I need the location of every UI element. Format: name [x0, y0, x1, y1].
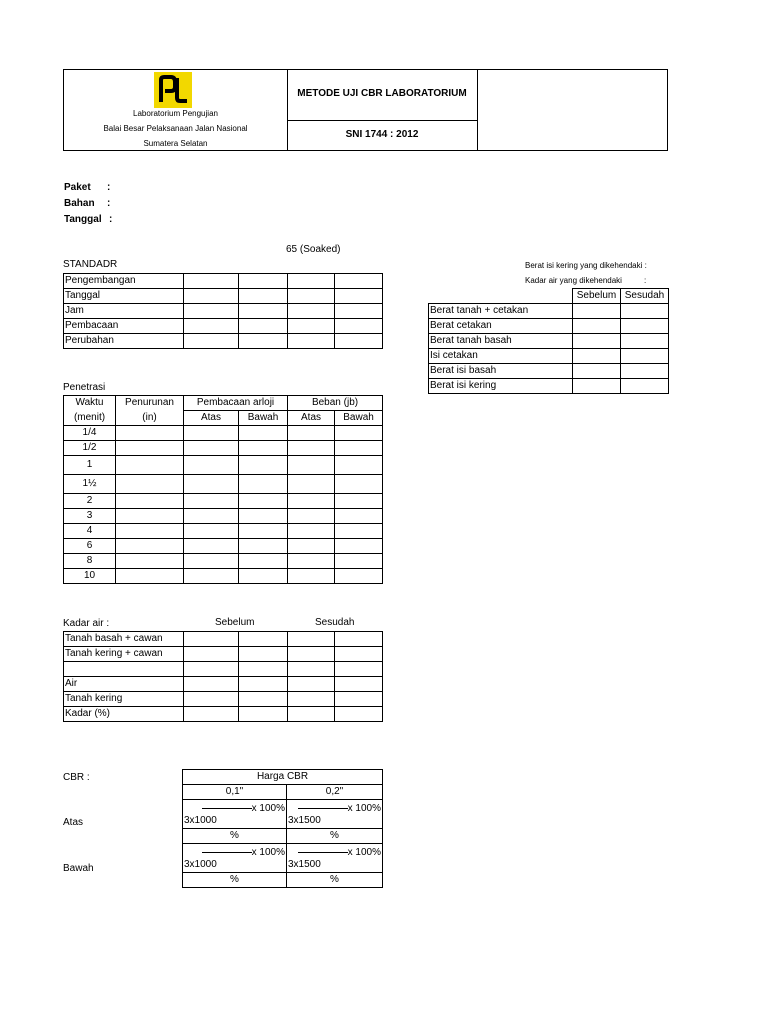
- row-label: [64, 662, 184, 677]
- standard-code: SNI 1744 : 2012: [345, 129, 419, 140]
- formula-denominator: 3x1000: [184, 859, 217, 870]
- paket-label: Paket: [64, 182, 91, 193]
- formula-multiplier: x 100%: [347, 803, 382, 814]
- col-header-time-unit: (menit): [64, 411, 116, 426]
- table-row: [64, 569, 383, 584]
- table-row: [429, 319, 669, 334]
- col-header-settlement: Penurunan: [116, 396, 184, 411]
- pupr-logo-icon: [154, 72, 192, 108]
- row-label: Tanah kering: [64, 692, 184, 707]
- colon: :: [107, 182, 111, 193]
- table-row: [183, 873, 383, 888]
- dry-density-required-label: Berat isi kering yang dikehendaki :: [525, 261, 647, 270]
- col-header-01: 0,1": [183, 785, 287, 800]
- time-cell: 1/2: [64, 441, 116, 456]
- table-row: [64, 509, 383, 524]
- time-cell: 1: [64, 456, 116, 475]
- col-header-top: Atas: [288, 411, 335, 426]
- table-row: [64, 319, 383, 334]
- formula-denominator: 3x1000: [184, 815, 217, 826]
- col-header-top: Atas: [184, 411, 239, 426]
- org-line-1: Laboratorium Pengujian: [133, 109, 218, 118]
- table-row: [64, 475, 383, 494]
- colon: :: [107, 198, 111, 209]
- table-row: [64, 632, 383, 647]
- table-row: [429, 379, 669, 394]
- table-row: [64, 289, 383, 304]
- row-label: Air: [64, 677, 184, 692]
- formula-denominator: 3x1500: [288, 859, 321, 870]
- formula-cell: [183, 800, 287, 829]
- percent-cell: %: [183, 829, 287, 844]
- standard-section-label: STANDADR: [63, 259, 118, 270]
- table-row: [64, 456, 383, 475]
- row-label: Kadar (%): [64, 707, 184, 722]
- org-line-3: Sumatera Selatan: [143, 139, 208, 148]
- density-table: [428, 288, 669, 394]
- moisture-required-label: Kadar air yang dikehendaki: [525, 276, 622, 285]
- method-title: METODE UJI CBR LABORATORIUM: [297, 88, 467, 99]
- table-row: [64, 662, 383, 677]
- formula-cell: [287, 844, 383, 873]
- table-row: [64, 494, 383, 509]
- col-header-load: Beban (jb): [288, 396, 383, 411]
- standard-table: [63, 273, 383, 349]
- row-label: Berat tanah + cetakan: [429, 304, 573, 319]
- row-label: Perubahan: [64, 334, 184, 349]
- time-cell: 1½: [64, 475, 116, 494]
- formula-multiplier: x 100%: [347, 847, 382, 858]
- document-header: [63, 69, 668, 151]
- harga-cbr-header: Harga CBR: [183, 770, 383, 785]
- time-cell: 4: [64, 524, 116, 539]
- row-label: Berat tanah basah: [429, 334, 573, 349]
- table-row: [183, 844, 383, 873]
- row-label: Berat isi kering: [429, 379, 573, 394]
- col-header-bottom: Bawah: [335, 411, 383, 426]
- penetration-section-label: Penetrasi: [63, 382, 106, 393]
- table-row: [64, 554, 383, 569]
- table-row: [429, 349, 669, 364]
- table-row: [64, 441, 383, 456]
- table-row: [64, 539, 383, 554]
- time-cell: 1/4: [64, 426, 116, 441]
- moisture-col-after: Sesudah: [315, 617, 355, 628]
- table-row: [429, 364, 669, 379]
- row-label: Jam: [64, 304, 184, 319]
- table-row: [64, 707, 383, 722]
- col-header-dial: Pembacaan arloji: [184, 396, 288, 411]
- colon: :: [109, 214, 113, 225]
- table-header-row: [64, 396, 383, 411]
- table-row: [64, 647, 383, 662]
- table-row: [64, 426, 383, 441]
- table-header-row: [183, 770, 383, 785]
- table-row: [64, 692, 383, 707]
- percent-cell: %: [287, 829, 383, 844]
- time-cell: 8: [64, 554, 116, 569]
- cbr-row-top: Atas: [63, 817, 84, 828]
- tanggal-label: Tanggal: [64, 214, 102, 225]
- table-header-row: [183, 785, 383, 800]
- soaked-label: 65 (Soaked): [286, 244, 341, 255]
- table-header-row: [429, 289, 669, 304]
- row-label: Tanah kering + cawan: [64, 647, 184, 662]
- formula-denominator: 3x1500: [288, 815, 321, 826]
- cbr-section-label: CBR :: [63, 772, 90, 783]
- header-divider: [287, 120, 477, 121]
- row-label: Pembacaan: [64, 319, 184, 334]
- row-label: Tanggal: [64, 289, 184, 304]
- table-row: [64, 334, 383, 349]
- col-header-before: Sebelum: [573, 289, 621, 304]
- table-row: [183, 829, 383, 844]
- table-row: [64, 524, 383, 539]
- table-row: [429, 334, 669, 349]
- row-label: Berat isi basah: [429, 364, 573, 379]
- org-line-2: Balai Besar Pelaksanaan Jalan Nasional: [103, 124, 248, 133]
- moisture-table: [63, 631, 383, 722]
- bahan-label: Bahan: [64, 198, 95, 209]
- time-cell: 10: [64, 569, 116, 584]
- moisture-col-before: Sebelum: [215, 617, 255, 628]
- formula-cell: [287, 800, 383, 829]
- moisture-section-label: Kadar air :: [63, 618, 110, 629]
- formula-multiplier: x 100%: [251, 803, 285, 814]
- row-label: Berat cetakan: [429, 319, 573, 334]
- col-header-settlement-unit: (in): [116, 411, 184, 426]
- header-divider: [477, 70, 478, 150]
- table-row: [64, 304, 383, 319]
- penetration-table: [63, 395, 383, 584]
- table-row: [183, 800, 383, 829]
- col-header-bottom: Bawah: [239, 411, 288, 426]
- col-header-time: Waktu: [64, 396, 116, 411]
- formula-cell: [183, 844, 287, 873]
- col-header-after: Sesudah: [621, 289, 669, 304]
- table-row: [64, 274, 383, 289]
- time-cell: 3: [64, 509, 116, 524]
- time-cell: 6: [64, 539, 116, 554]
- colon: :: [644, 276, 647, 285]
- row-label: Isi cetakan: [429, 349, 573, 364]
- cbr-row-bottom: Bawah: [63, 863, 94, 874]
- cbr-table: [182, 769, 383, 888]
- formula-multiplier: x 100%: [251, 847, 285, 858]
- table-row: [64, 677, 383, 692]
- percent-cell: %: [287, 873, 383, 888]
- col-header-02: 0,2": [287, 785, 383, 800]
- percent-cell: %: [183, 873, 287, 888]
- table-row: [429, 304, 669, 319]
- time-cell: 2: [64, 494, 116, 509]
- table-header-row: [64, 411, 383, 426]
- row-label: Pengembangan: [64, 274, 184, 289]
- row-label: Tanah basah + cawan: [64, 632, 184, 647]
